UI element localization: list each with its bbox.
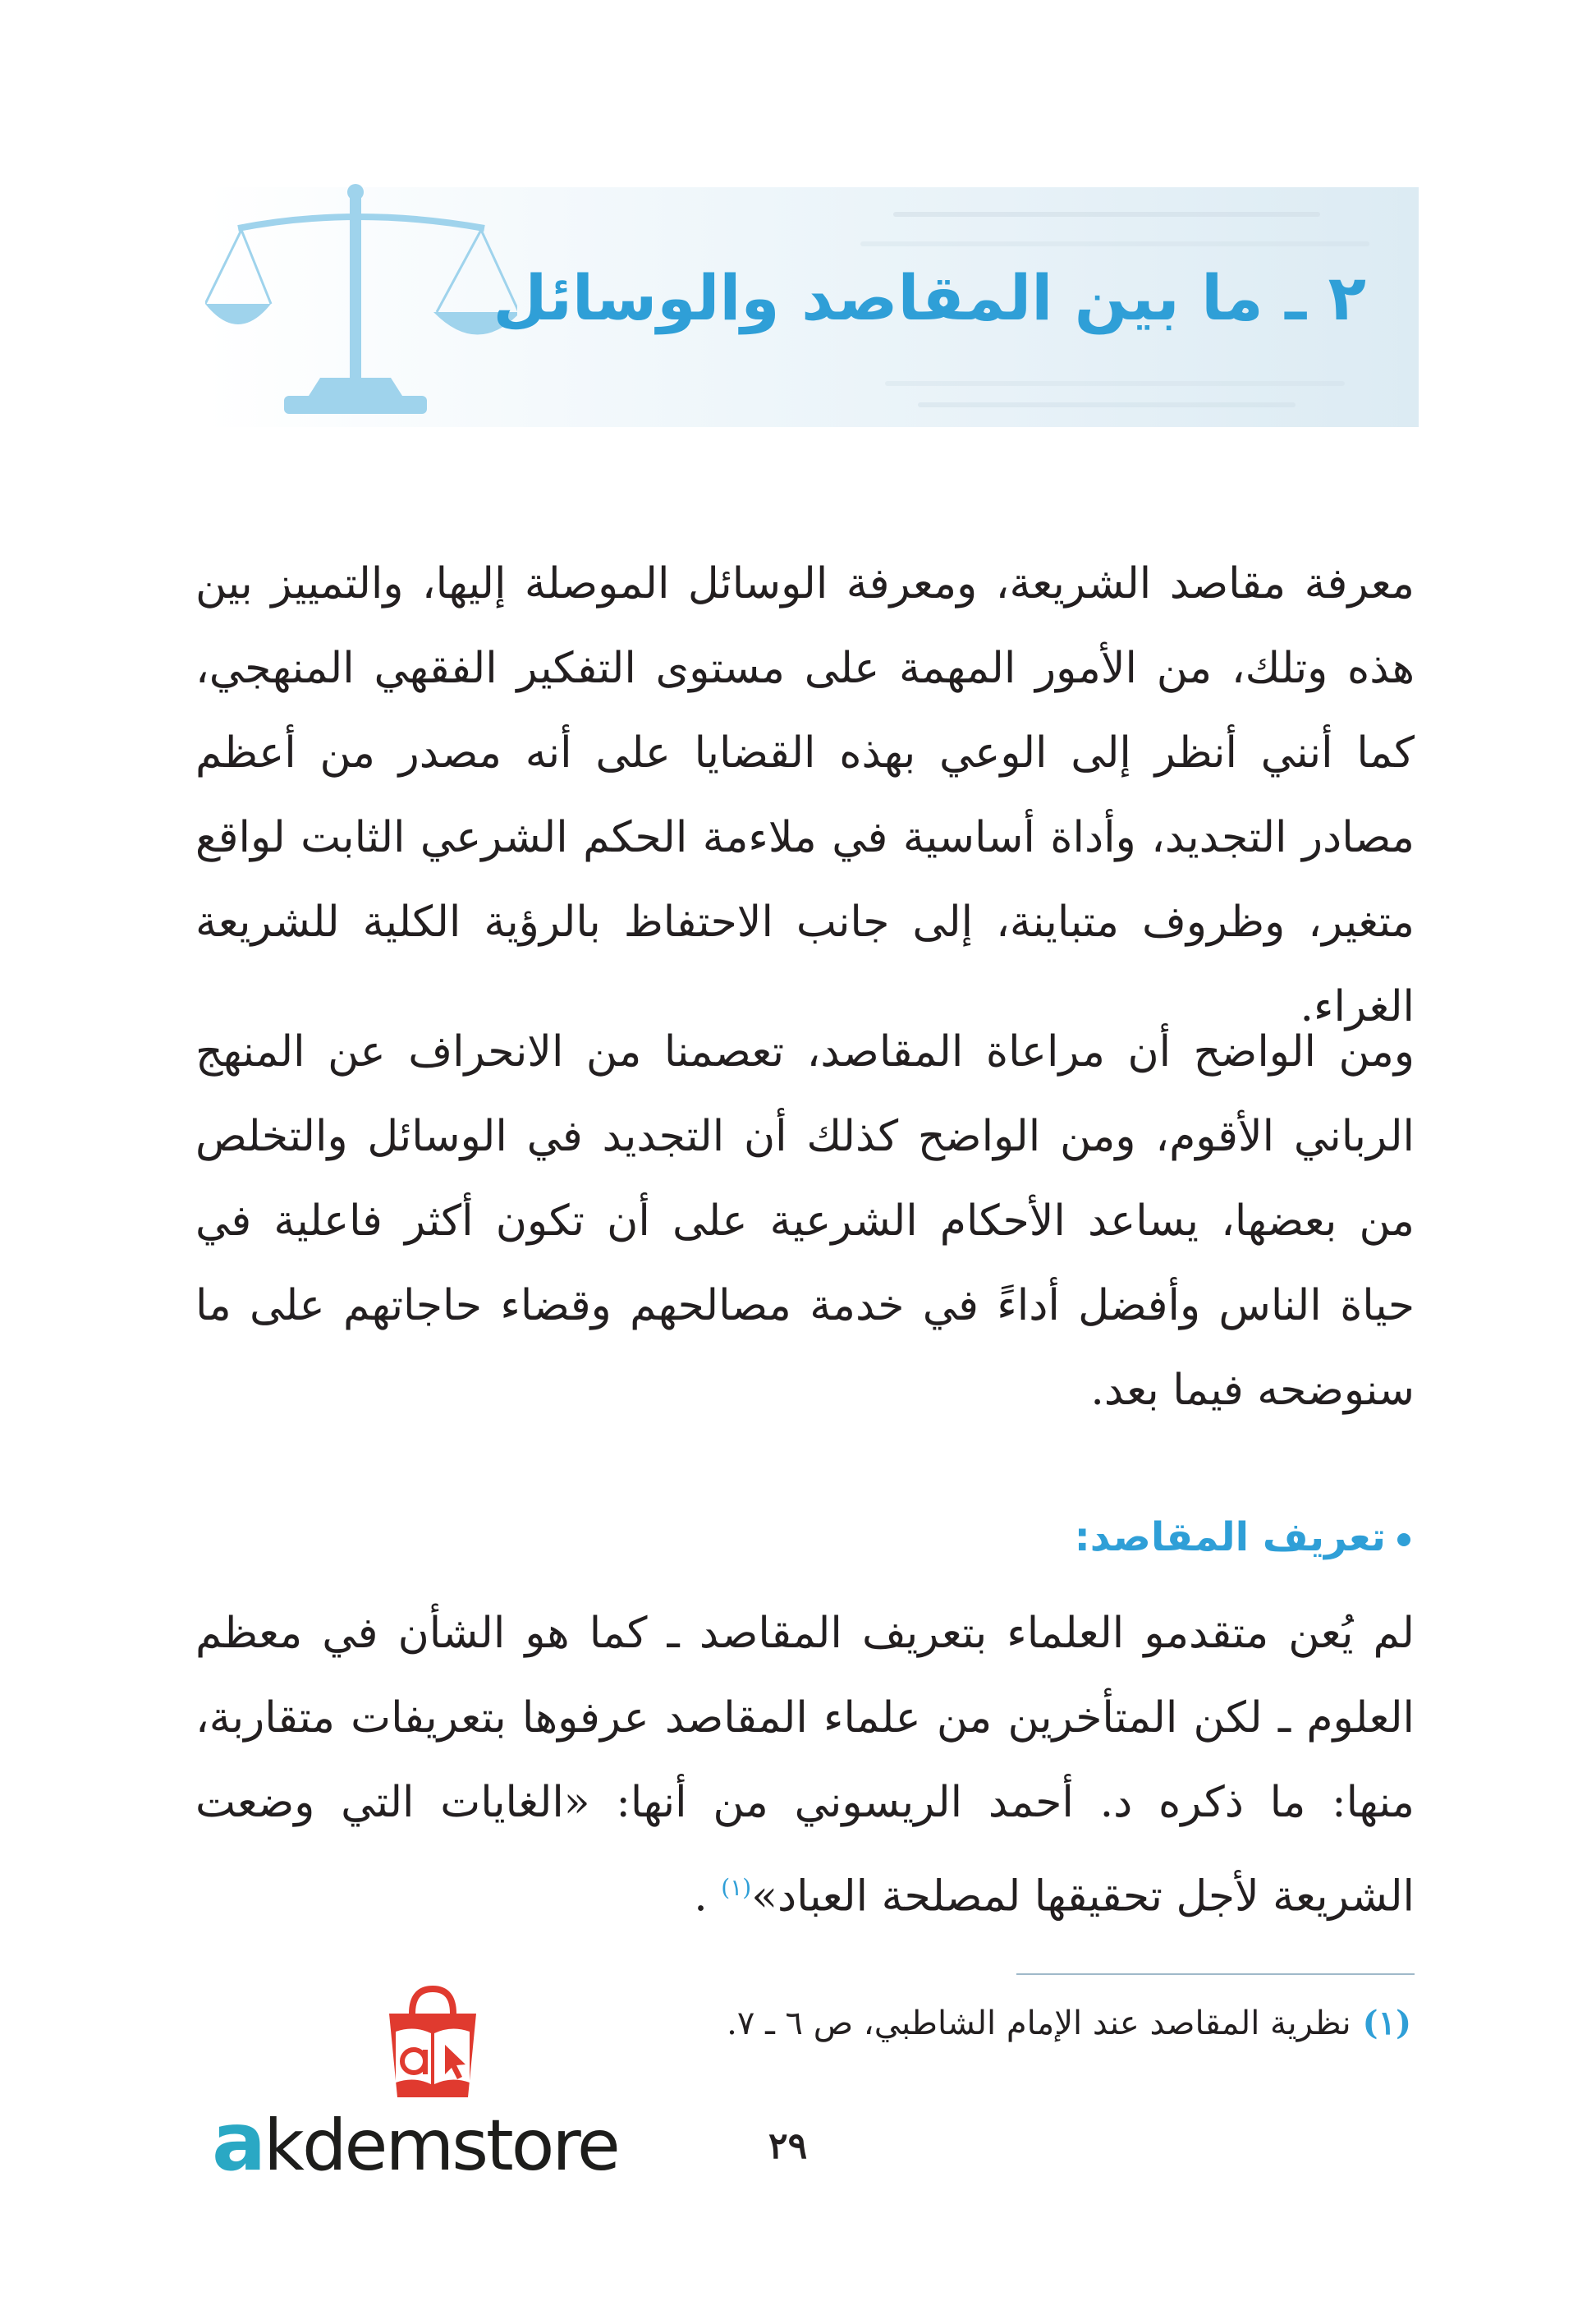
section-heading-text: تعريف المقاصد:: [1074, 1514, 1386, 1560]
chapter-title: ٢ ـ ما بين المقاصد والوسائل: [493, 261, 1366, 334]
paragraph-3-end: .: [694, 1871, 722, 1922]
footnote-divider: [1016, 1973, 1415, 1975]
paragraph-3: [195, 1591, 1415, 1939]
page-number: ٢٩: [768, 2125, 808, 2167]
paragraph-2: ومن الواضح أن مراعاة المقاصد، تعصمنا من الانحراف عن المنهج الرباني الأقوم، ومن الواضح كذلك أن التجديد في الوسائل والتخلص من بعضها، يساعد الأحكام الشرعية على أن تكون أكثر فاعلية في حياة الناس وأفضل أداءً في خدمة مصالحهم وقضاء حاجاتهم على ما سنوضحه فيما بعد.: [195, 1027, 1415, 1415]
paragraph-1: معرفة مقاصد الشريعة، ومعرفة الوسائل الموصلة إليها، والتمييز بين هذه وتلك، من الأمور المهمة على مستوى التفكير الفقهي المنهجي، كما أنني أنظر إلى الوعي بهذه القضايا على أنه مصدر من أعظم مصادر التجديد، وأداة أساسية في ملاءمة الحكم الشرعي الثابت لواقع متغير، وظروف متباينة، إلى جانب الاحتفاظ بالرؤية الكلية للشريعة الغراء.: [195, 559, 1415, 1031]
paragraph-3-text: لم يُعن متقدمو العلماء بتعريف المقاصد ـ كما هو الشأن في معظم العلوم ـ لكن المتأخرين من علماء المقاصد عرفوها بتعريفات متقاربة، منها: ما ذكره د. أحمد الريسوني من أنها: «الغايات التي وضعت الشريعة لأجل تحقيقها لمصلحة العباد»: [195, 1609, 1415, 1922]
footnote-reference[interactable]: (١): [721, 1874, 752, 1901]
bullet-icon: [1397, 1533, 1410, 1546]
scale-of-justice-icon: [205, 181, 517, 427]
footnote-text: نظرية المقاصد عند الإمام الشاطبي، ص ٦ ـ ٧.: [727, 2005, 1351, 2042]
footnote-number: (١): [1362, 2004, 1411, 2042]
section-heading: [1075, 1514, 1410, 1560]
watermark-logo-text: [212, 2096, 618, 2189]
footnote: [727, 2004, 1411, 2042]
book-bag-logo-icon: [379, 1986, 486, 2101]
logo-rest: kdemstore: [264, 2105, 618, 2187]
logo-first-letter: a: [212, 2096, 264, 2189]
